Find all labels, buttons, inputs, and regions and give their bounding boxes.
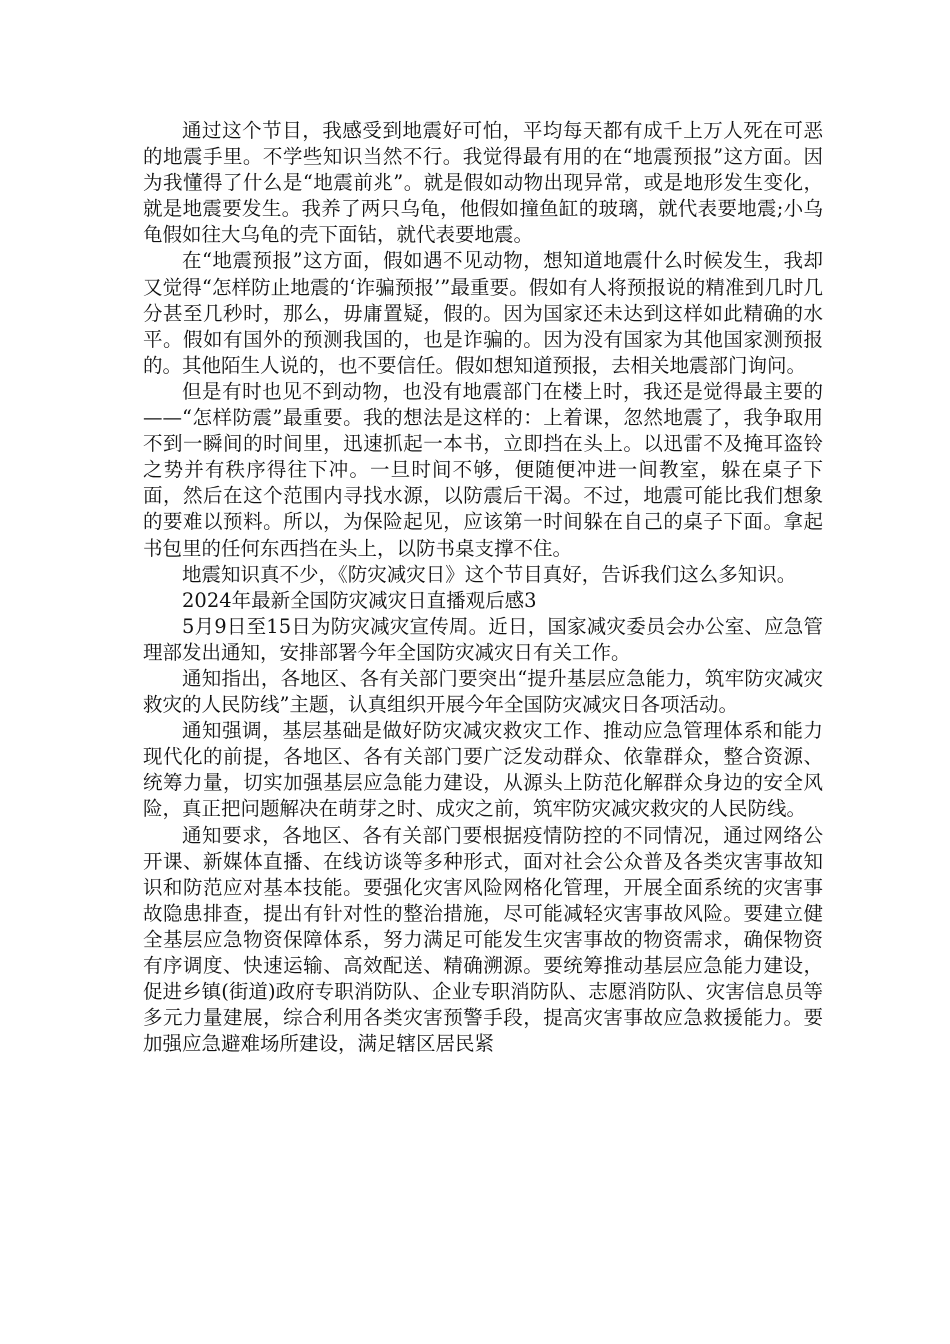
section-heading: 2024年最新全国防灾减灾日直播观后感3 <box>182 588 537 612</box>
body-paragraph: 在“地震预报”这方面，假如遇不见动物，想知道地震什么时候发生，我却又觉得“怎样防止地震的‘诈骗预报’”最重要。假如有人将预报说的精准到几时几分甚至几秒时，那么，毋庸置疑，假的。因为国家还未达到这样如此精确的水平。假如有国外的预测我国的，也是诈骗的。因为没有国家为其他国家测预报的。其他陌生人说的，也不要信任。假如想知道预报，去相关地震部门询问。 <box>143 249 823 377</box>
body-paragraph: 通过这个节目，我感受到地震好可怕，平均每天都有成千上万人死在可恶的地震手里。不学些知识当然不行。我觉得最有用的在“地震预报”这方面。因为我懂得了什么是“地震前兆”。就是假如动物出现异常，或是地形发生变化，就是地震要发生。我养了两只乌龟，他假如撞鱼缸的玻璃，就代表要地震;小乌龟假如往大乌龟的壳下面钻，就代表要地震。 <box>143 119 823 247</box>
body-paragraph: 通知要求，各地区、各有关部门要根据疫情防控的不同情况，通过网络公开课、新媒体直播、在线访谈等多种形式，面对社会公众普及各类灾害事故知识和防范应对基本技能。要强化灾害风险网格化管理，开展全面系统的灾害事故隐患排查，提出有针对性的整治措施，尽可能减轻灾害事故风险。要建立健全基层应急物资保障体系，努力满足可能发生灾害事故的物资需求，确保物资有序调度、快速运输、高效配送、精确溯源。要统筹推动基层应急能力建设，促进乡镇(街道)政府专职消防队、企业专职消防队、志愿消防队、灾害信息员等多元力量建展，综合利用各类灾害预警手段，提高灾害事故应急救援能力。要加强应急避难场所建设，满足辖区居民紧 <box>143 823 823 1056</box>
body-paragraph: 地震知识真不少，《防灾减灾日》这个节目真好，告诉我们这么多知识。 <box>182 562 797 586</box>
document-page <box>143 118 823 1057</box>
body-paragraph: 通知强调，基层基础是做好防灾减灾救灾工作、推动应急管理体系和能力现代化的前提，各地区、各有关部门要广泛发动群众、依靠群众，整合资源、统筹力量，切实加强基层应急能力建设，从源头上防范化解群众身边的安全风险，真正把问题解决在萌芽之时、成灾之前，筑牢防灾减灾救灾的人民防线。 <box>143 719 823 821</box>
body-paragraph: 但是有时也见不到动物，也没有地震部门在楼上时，我还是觉得最主要的——“怎样防震”最重要。我的想法是这样的：上着课，忽然地震了，我争取用不到一瞬间的时间里，迅速抓起一本书，立即挡在头上。以迅雷不及掩耳盗铃之势并有秩序得往下冲。一旦时间不够，便随便冲进一间教室，躲在桌子下面，然后在这个范围内寻找水源，以防震后干渴。不过，地震可能比我们想象的要难以预料。所以，为保险起见，应该第一时间躲在自己的桌子下面。拿起书包里的任何东西挡在头上，以防书桌支撑不住。 <box>143 379 823 560</box>
body-paragraph: 通知指出，各地区、各有关部门要突出“提升基层应急能力，筑牢防灾减灾救灾的人民防线”主题，认真组织开展今年全国防灾减灾日各项活动。 <box>143 666 823 717</box>
body-paragraph: 5月9日至15日为防灾减灾宣传周。近日，国家减灾委员会办公室、应急管理部发出通知，安排部署今年全国防灾减灾日有关工作。 <box>143 614 823 664</box>
